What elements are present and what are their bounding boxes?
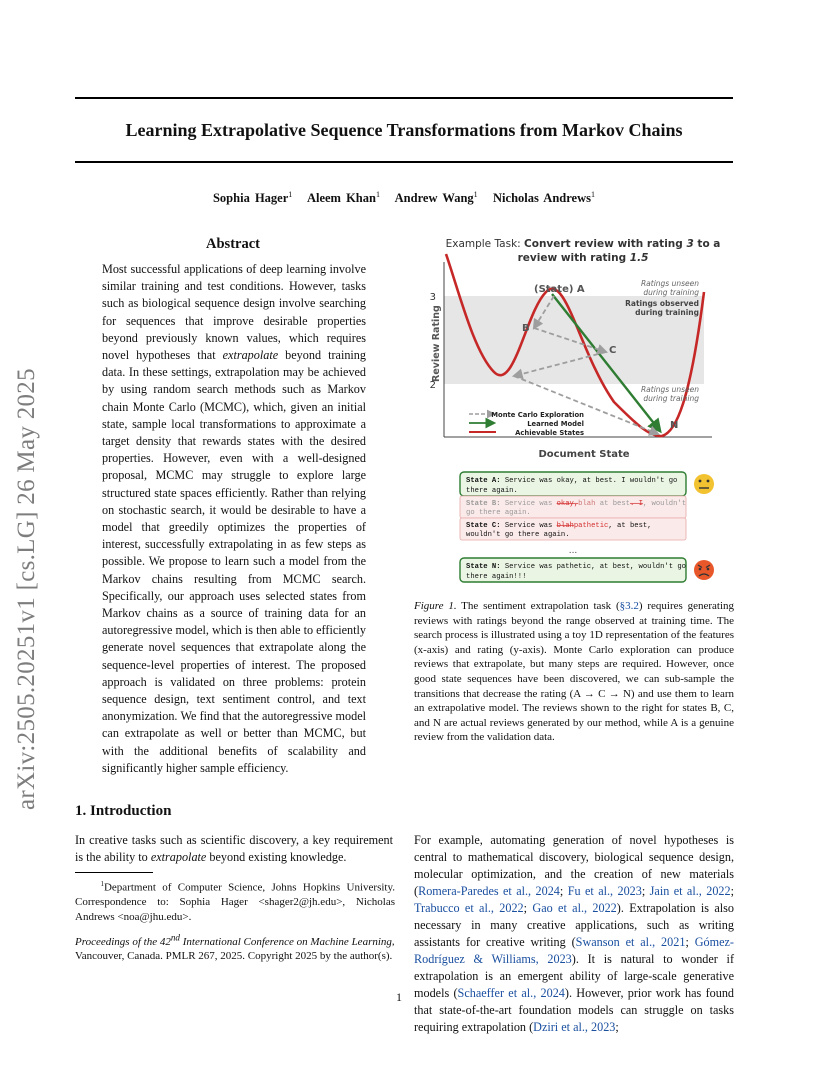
state-c-label: C: [609, 345, 617, 356]
figure-label: Figure 1.: [414, 600, 457, 612]
state-a-line-1: State A: Service was okay, at best. I wouldn't go: [466, 477, 678, 485]
page-number: 1: [396, 990, 402, 1004]
citation-link[interactable]: Schaeffer et al., 2024: [457, 986, 565, 1000]
citation-link[interactable]: Swanson et al., 2021: [575, 935, 686, 949]
intro-emphasis: extrapolate: [150, 850, 207, 864]
legend-achievable-label: Achievable States: [515, 429, 584, 437]
body-text: For example, automating generation of novel hypotheses is central to mathematical discovery, biological sequence design, molecular optimization, and the creation of new materials (: [414, 833, 734, 898]
author-name: Sophia Hager: [212, 191, 289, 206]
section-ref-link[interactable]: §3.2: [619, 600, 639, 612]
title-top-rule: [75, 97, 733, 99]
state-c-line-1: State C: Service was blahpathetic, at best,: [466, 522, 652, 530]
body-text: ;: [641, 884, 650, 898]
caption-text: The sentiment extrapolation task (: [456, 600, 620, 612]
citation-link[interactable]: Fu et al., 2023: [567, 884, 642, 898]
body-text: ;: [615, 1020, 619, 1034]
intro-text-part: In creative tasks such as scientific discovery, a key requirement is the ability to: [75, 833, 393, 864]
figure-task-line-1: Example Task: Convert review with rating 3 to a: [445, 238, 721, 250]
proceedings-ordinal-suffix: nd: [170, 932, 180, 942]
unseen-bottom-line-2: during training: [643, 394, 699, 403]
state-b-line-1: State B: Service was okay,blah at best. I, wouldn't: [466, 500, 687, 508]
state-n-label: N: [670, 420, 679, 431]
figure-1-caption: [414, 599, 734, 745]
state-n-line-1: State N: Service was pathetic, at best, wouldn't go: [466, 563, 686, 571]
author-affiliation: 1: [591, 190, 595, 199]
state-a-face-icon: [694, 474, 714, 494]
legend-mc-label: Monte Carlo Exploration: [491, 411, 584, 419]
proceedings-text: Proceedings of the: [75, 935, 160, 948]
abstract-heading: Abstract: [206, 236, 260, 252]
unseen-bottom-line-1: Ratings unseen: [640, 385, 699, 394]
body-text: ). However, prior work has found that state-of-the-art foundation models can struggle on tasks requiring extrapolation (: [414, 986, 735, 1034]
y-tick-2: 2: [429, 380, 436, 391]
proceedings-text: , Vancouver, Canada. PMLR 267, 2025. Copyright 2025 by the author(s).: [75, 935, 395, 963]
intro-paragraph-right: [414, 832, 734, 1036]
paper-title: Learning Extrapolative Sequence Transformations from Markov Chains: [125, 120, 683, 140]
body-text: ). Extrapolation is also necessary in many creative applications, such as writing assistants for creative writing (: [414, 901, 734, 949]
arxiv-identifier: arXiv:2505.20251v1 [cs.LG] 26 May 2025: [13, 368, 40, 810]
figure-legend: [469, 411, 584, 437]
state-c-box: [460, 518, 686, 540]
author-list: [75, 190, 733, 206]
footnote-text: Department of Computer Science, Johns Hopkins University. Correspondence to: Sophia Hager <shager2@jh.edu>, Nicholas Andrews <noa@jhu.edu>.: [75, 881, 396, 923]
figure-task-line-2: review with rating 1.5: [517, 252, 649, 264]
citation-link[interactable]: Gao et al., 2022: [532, 901, 617, 915]
states-ellipsis: ...: [568, 546, 578, 556]
citation-link[interactable]: Jain et al., 2022: [649, 884, 731, 898]
state-c-line-2: wouldn't go there again.: [466, 531, 570, 539]
unseen-top-line-1: Ratings unseen: [640, 279, 699, 288]
x-axis-label: Document State: [538, 449, 630, 460]
abstract-text-part: Most successful applications of deep learning involve similar training and test conditions. However, tasks such as biological sequence design involve searching for sequences that improve desirable properties beyond previously known values, which requires novel hypotheses that: [102, 262, 366, 363]
proceedings-note: [75, 930, 395, 964]
author-name: Andrew Wang: [394, 191, 474, 206]
body-text: ;: [559, 884, 568, 898]
intro-paragraph: [75, 832, 393, 866]
footnote-rule: [75, 872, 153, 873]
legend-learned-label: Learned Model: [527, 420, 584, 428]
observed-line-2: during training: [635, 308, 699, 317]
figure-1: [414, 232, 732, 586]
unseen-top-line-2: during training: [643, 288, 699, 297]
proceedings-text: International Conference on Machine Learning: [179, 935, 392, 948]
state-a-line-2: there again.: [466, 487, 518, 495]
body-text: ;: [730, 884, 734, 898]
y-tick-3: 3: [429, 292, 436, 303]
caption-text: ) requires generating reviews with ratings beyond the range observed at training time. The search process is illustrated using a toy 1D representation of the features (x-axis) and rating (y-axis). Monte Carlo exploration can produce reviews that extrapolate, but many steps are required. However, once good state sequences have been discovered, we can sub-sample the transitions that decrease the rating (A → C → N) and use them to learn an extrapolative model. The reviews shown to the right for states B, C, and N are actual reviews generated by our method, while A is a genuine review from the validation data.: [414, 600, 735, 744]
title-bottom-rule: [75, 161, 733, 163]
state-b-label: B: [522, 323, 530, 334]
abstract-body: [102, 261, 366, 777]
citation-link[interactable]: Trabucco et al., 2022: [414, 901, 524, 915]
abstract-emphasis: extrapolate: [222, 348, 279, 363]
footnote-marker: 1: [100, 880, 104, 888]
author-name: Nicholas Andrews: [493, 191, 591, 206]
body-text: ). It is natural to wonder if extrapolation is an emergent ability of large-scale generative models (: [414, 952, 734, 1000]
author-affiliation: 1: [288, 190, 293, 199]
citation-link[interactable]: Dziri et al., 2023: [533, 1020, 616, 1034]
author-name: Aleem Khan: [306, 191, 376, 206]
abstract-text-part: beyond training data. In these settings, extrapolation may be achieved by using random search methods such as Markov chain Monte Carlo (MCMC), which, given an initial state, sample local transformations to approximate a target density that rewards states with the desired properties. However, even with a well-designed proposal, MCMC may struggle to explore large structured state spaces efficiently. Rather than relying on stochastic search, it would be desirable to have a model that greedily optimizes the properties of interest, successfully extrapolating in as few steps as possible. We propose to learn such a model from the Markov chains resulting from MCMC search. Specifically, our approach uses selected states from Markov chains as a source of training data for an autoregressive model, which is then able to efficiently generate novel sequences that extrapolate along the sequence-level properties of interest. The proposed approach is validated on three problems: protein sequence design, text sentiment control, and text anonymization. We find that the autoregressive model can extrapolate as well or better than MCMC, but with the additional benefits of scalability and significantly higher sample efficiency.: [102, 348, 366, 775]
intro-text-part: beyond existing knowledge.: [206, 850, 347, 864]
observed-line-1: Ratings observed: [625, 299, 699, 308]
state-a-label: (State) A: [534, 284, 585, 295]
state-b-box: [460, 496, 686, 518]
state-n-angry-face-icon: [694, 560, 714, 580]
section-heading-introduction: 1. Introduction: [75, 803, 172, 819]
state-a-box: [460, 472, 686, 496]
author-affiliation: 1: [375, 190, 380, 199]
affiliation-footnote: [75, 877, 395, 924]
proceedings-ordinal: 42: [159, 935, 171, 948]
author-affiliation: 1: [473, 190, 478, 199]
state-n-line-2: there again!!!: [466, 573, 527, 581]
y-axis-label: Review Rating: [431, 305, 442, 382]
body-text: ;: [523, 901, 533, 915]
citation-link[interactable]: Romera-Paredes et al., 2024: [418, 884, 560, 898]
citation-link[interactable]: Gómez-Rodríguez & Williams, 2023: [414, 935, 734, 966]
state-n-box: [460, 558, 686, 582]
state-b-line-2: go there again.: [466, 509, 531, 517]
body-text: ;: [685, 935, 695, 949]
